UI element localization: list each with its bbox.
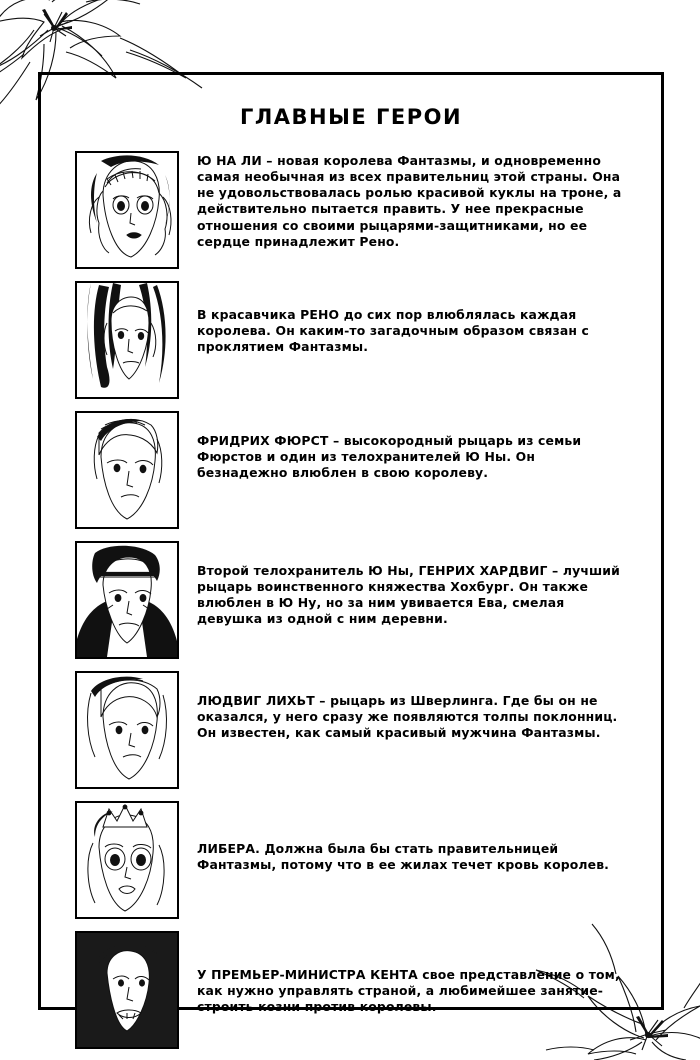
page-title: ГЛАВНЫЕ ГЕРОИ	[239, 105, 463, 129]
character-name: ЛЮДВИГ ЛИХЬТ	[197, 693, 315, 708]
character-text-before: В красавчика	[197, 307, 301, 322]
character-name: ГЕНРИХ ХАРДВИГ	[418, 563, 548, 578]
character-name: ЛИБЕРА	[197, 841, 256, 856]
character-list	[41, 151, 661, 1051]
portrait-yu-na-li	[75, 151, 179, 269]
character-text-before: У	[197, 967, 212, 982]
character-page-frame	[38, 72, 664, 1015]
portrait-kent	[75, 931, 179, 1049]
character-text-after: до сих пор влюблялась каждая королева. Он каким-то загадочным образом связан с проклятием Фантазмы.	[197, 307, 590, 355]
character-description	[197, 931, 627, 1015]
character-description	[197, 411, 627, 481]
character-description	[197, 151, 627, 250]
portrait-fridrih-fyurst	[75, 411, 179, 529]
character-name: РЕНО	[300, 307, 340, 322]
list-item	[75, 151, 627, 271]
character-name: Ю НА ЛИ	[197, 153, 262, 168]
portrait-reno	[75, 281, 179, 399]
character-text-after: – высокородный рыцарь из семьи Фюрстов и один из телохранителей Ю Ны. Он безнадежно влюблен в свою королеву.	[197, 433, 582, 481]
list-item	[75, 281, 627, 401]
character-description	[197, 541, 627, 628]
character-description	[197, 281, 627, 355]
list-item	[75, 411, 627, 531]
character-name: ФРИДРИХ ФЮРСТ	[197, 433, 329, 448]
portrait-genrih-hardvig	[75, 541, 179, 659]
list-item	[75, 541, 627, 661]
character-text-after: – лучший рыцарь воинственного княжества Хохбург. Он также влюблен в Ю Ну, но за ним увивается Ева, смелая девушка из одной с ним деревни.	[197, 563, 620, 627]
portrait-libera	[75, 801, 179, 919]
character-description	[197, 671, 627, 741]
character-text-after: . Должна была бы стать правительницей Фантазмы, потому что в ее жилах течет кровь королев.	[197, 841, 610, 873]
character-description	[197, 801, 627, 873]
character-name: ПРЕМЬЕР-МИНИСТРА КЕНТА	[211, 967, 418, 982]
list-item	[75, 931, 627, 1051]
character-text-before: Второй телохранитель Ю Ны,	[197, 563, 419, 578]
list-item	[75, 671, 627, 791]
portrait-lyudvig-liht	[75, 671, 179, 789]
character-text-after: свое представление о том, как нужно управлять страной, а любимейшее занятие-строить козни против королевы.	[197, 967, 620, 1015]
list-item	[75, 801, 627, 921]
character-text-after: – рыцарь из Шверлинга. Где бы он не оказался, у него сразу же появляются толпы поклонниц. Он известен, как самый красивый мужчина Фантазмы.	[197, 693, 618, 741]
character-text-after: – новая королева Фантазмы, и одновременно самая необычная из всех правительниц этой страны. Она не удовольствовалась ролью красивой куклы на троне, а действительно пытается править. У нее прекрасные отношения со своими рыцарями-защитниками, но ее сердце принадлежит Рено.	[197, 153, 622, 249]
